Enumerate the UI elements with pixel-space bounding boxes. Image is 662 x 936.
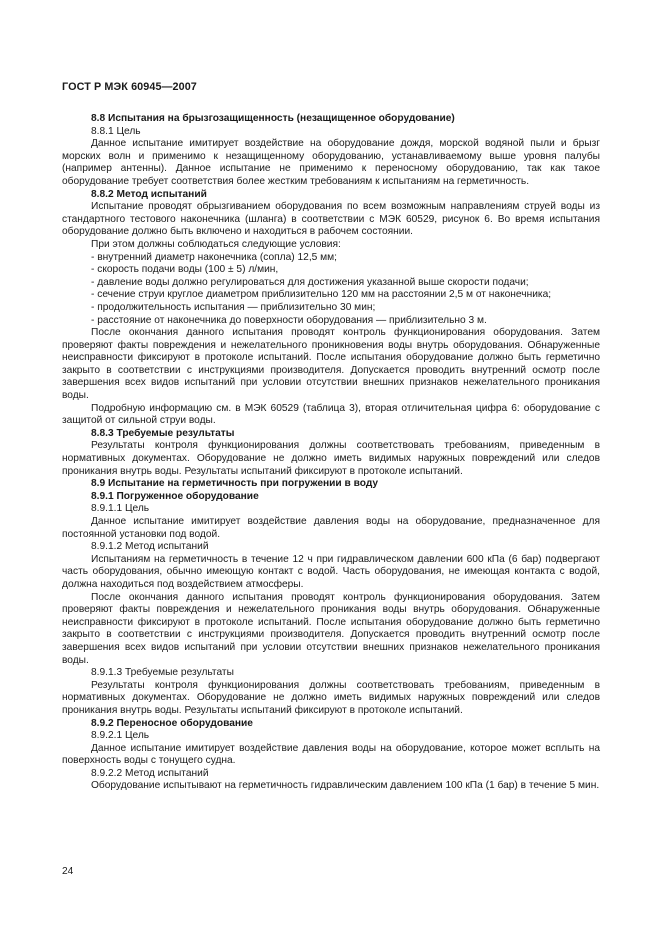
page-number: 24: [62, 866, 74, 877]
section-heading: 8.8.2 Метод испытаний: [91, 188, 207, 200]
paragraph: Данное испытание имитирует воздействие на оборудование дождя, морской водяной пыли и брызг морских волн и применимо к незащищенному оборудованию, устанавливаемому выше уровня палубы (например антенны). Данное испытание не применимо к переносному оборудованию, так как такое оборудование требует соответствия более жестким требованиям к испытаниям на герметичность.: [62, 138, 600, 187]
document-body: [62, 113, 600, 793]
paragraph: Испытание проводят обрызгиванием оборудования по всем возможным направлениям струей воды из стандартного тестового наконечника (шланга) в соответствии с МЭК 60529, рисунок 6. Во время испытания оборудование должно быть включено и находиться в рабочем состоянии.: [62, 201, 600, 238]
document-header: ГОСТ Р МЭК 60945—2007: [62, 81, 197, 93]
list-item: - сечение струи круглое диаметром приблизительно 120 мм на расстоянии 2,5 м от наконечника;: [91, 289, 552, 301]
paragraph: После окончания данного испытания проводят контроль функционирования оборудования. Затем проверяют факты повреждения и нежелательного проникновения воды внутрь оборудования. Обнаруженные неисправности фиксируют в протоколе испытаний. После испытания оборудование должно быть герметично закрыто в соответствии с инструкциями производителя. Допускается проводить внутренний осмотр после завершения всех видов испытаний при условии отсутствии внешних признаков нежелательного проникания воды.: [62, 327, 600, 402]
list-item: - внутренний диаметр наконечника (сопла) 12,5 мм;: [91, 251, 338, 263]
subsection-heading: 8.9.1.3 Требуемые результаты: [91, 667, 234, 679]
paragraph: Оборудование испытывают на герметичность гидравлическим давлением 100 кПа (1 бар) в течение 5 мин.: [91, 780, 600, 792]
subsection-heading: 8.9.2.2 Метод испытаний: [91, 767, 209, 779]
list-item: - продолжительность испытания — приблизительно 30 мин;: [91, 301, 376, 313]
list-item: - расстояние от наконечника до поверхности оборудования — приблизительно 3 м.: [91, 314, 487, 326]
paragraph: Данное испытание имитирует воздействие давления воды на оборудование, которое может всплыть на поверхность воды с тонущего судна.: [62, 742, 600, 767]
paragraph: Данное испытание имитирует воздействие давления воды на оборудование, предназначенное для постоянной установки под водой.: [62, 516, 600, 540]
section-heading: 8.8.3 Требуемые результаты: [91, 427, 235, 439]
paragraph: После окончания данного испытания проводят контроль функционирования оборудования. Затем проверяют факты повреждения и нежелательного проникания воды внутрь оборудования. Обнаруженные неисправности фиксируют в протоколе испытаний. После испытания оборудование должно быть герметично закрыто в соответствии с инструкциями производителя. Допускается проводить внутренний осмотр после завершения всех видов испытаний при условии отсутствии внешних признаков нежелательного проникания воды.: [62, 591, 600, 666]
paragraph: Испытаниям на герметичность в течение 12 ч при гидравлическом давлении 600 кПа (6 бар) подвергают часть оборудования, обычно имеющую контакт с водой. Часть оборудования, не имеющая контакта с водой, должна находиться под воздействием атмосферы.: [62, 553, 600, 590]
paragraph: При этом должны соблюдаться следующие условия:: [91, 238, 341, 250]
subsection-heading: 8.8.1 Цель: [91, 125, 141, 137]
section-heading: 8.8 Испытания на брызгозащищенность (незащищенное оборудование): [91, 113, 455, 124]
list-item: - скорость подачи воды (100 ± 5) л/мин,: [91, 264, 279, 276]
subsection-heading: 8.9.1.1 Цель: [91, 503, 150, 515]
list-item: - давление воды должно регулироваться для достижения указанной выше скорости подачи;: [91, 276, 529, 288]
subsection-heading: 8.9.1.2 Метод испытаний: [91, 541, 209, 553]
paragraph: Результаты контроля функционирования должны соответствовать требованиям, приведенным в нормативных документах. Оборудование не должно иметь видимых наружных повреждений или следов проникания внутрь воды. Результаты испытаний фиксируют в протоколе испытаний.: [62, 679, 600, 716]
paragraph: Результаты контроля функционирования должны соответствовать требованиям, приведенным в нормативных документах. Оборудование не должно иметь видимых наружных повреждений или следов проникания внутрь воды. Результаты испытаний фиксируют в протоколе испытаний.: [62, 440, 600, 477]
section-heading: 8.9 Испытание на герметичность при погружении в воду: [91, 478, 379, 490]
section-heading: 8.9.1 Погруженное оборудование: [91, 490, 259, 502]
paragraph: Подробную информацию см. в МЭК 60529 (таблица 3), вторая отличительная цифра 6: оборудование с защитой от сильной струи воды.: [62, 402, 600, 427]
subsection-heading: 8.9.2.1 Цель: [91, 730, 150, 742]
section-heading: 8.9.2 Переносное оборудование: [91, 717, 253, 729]
